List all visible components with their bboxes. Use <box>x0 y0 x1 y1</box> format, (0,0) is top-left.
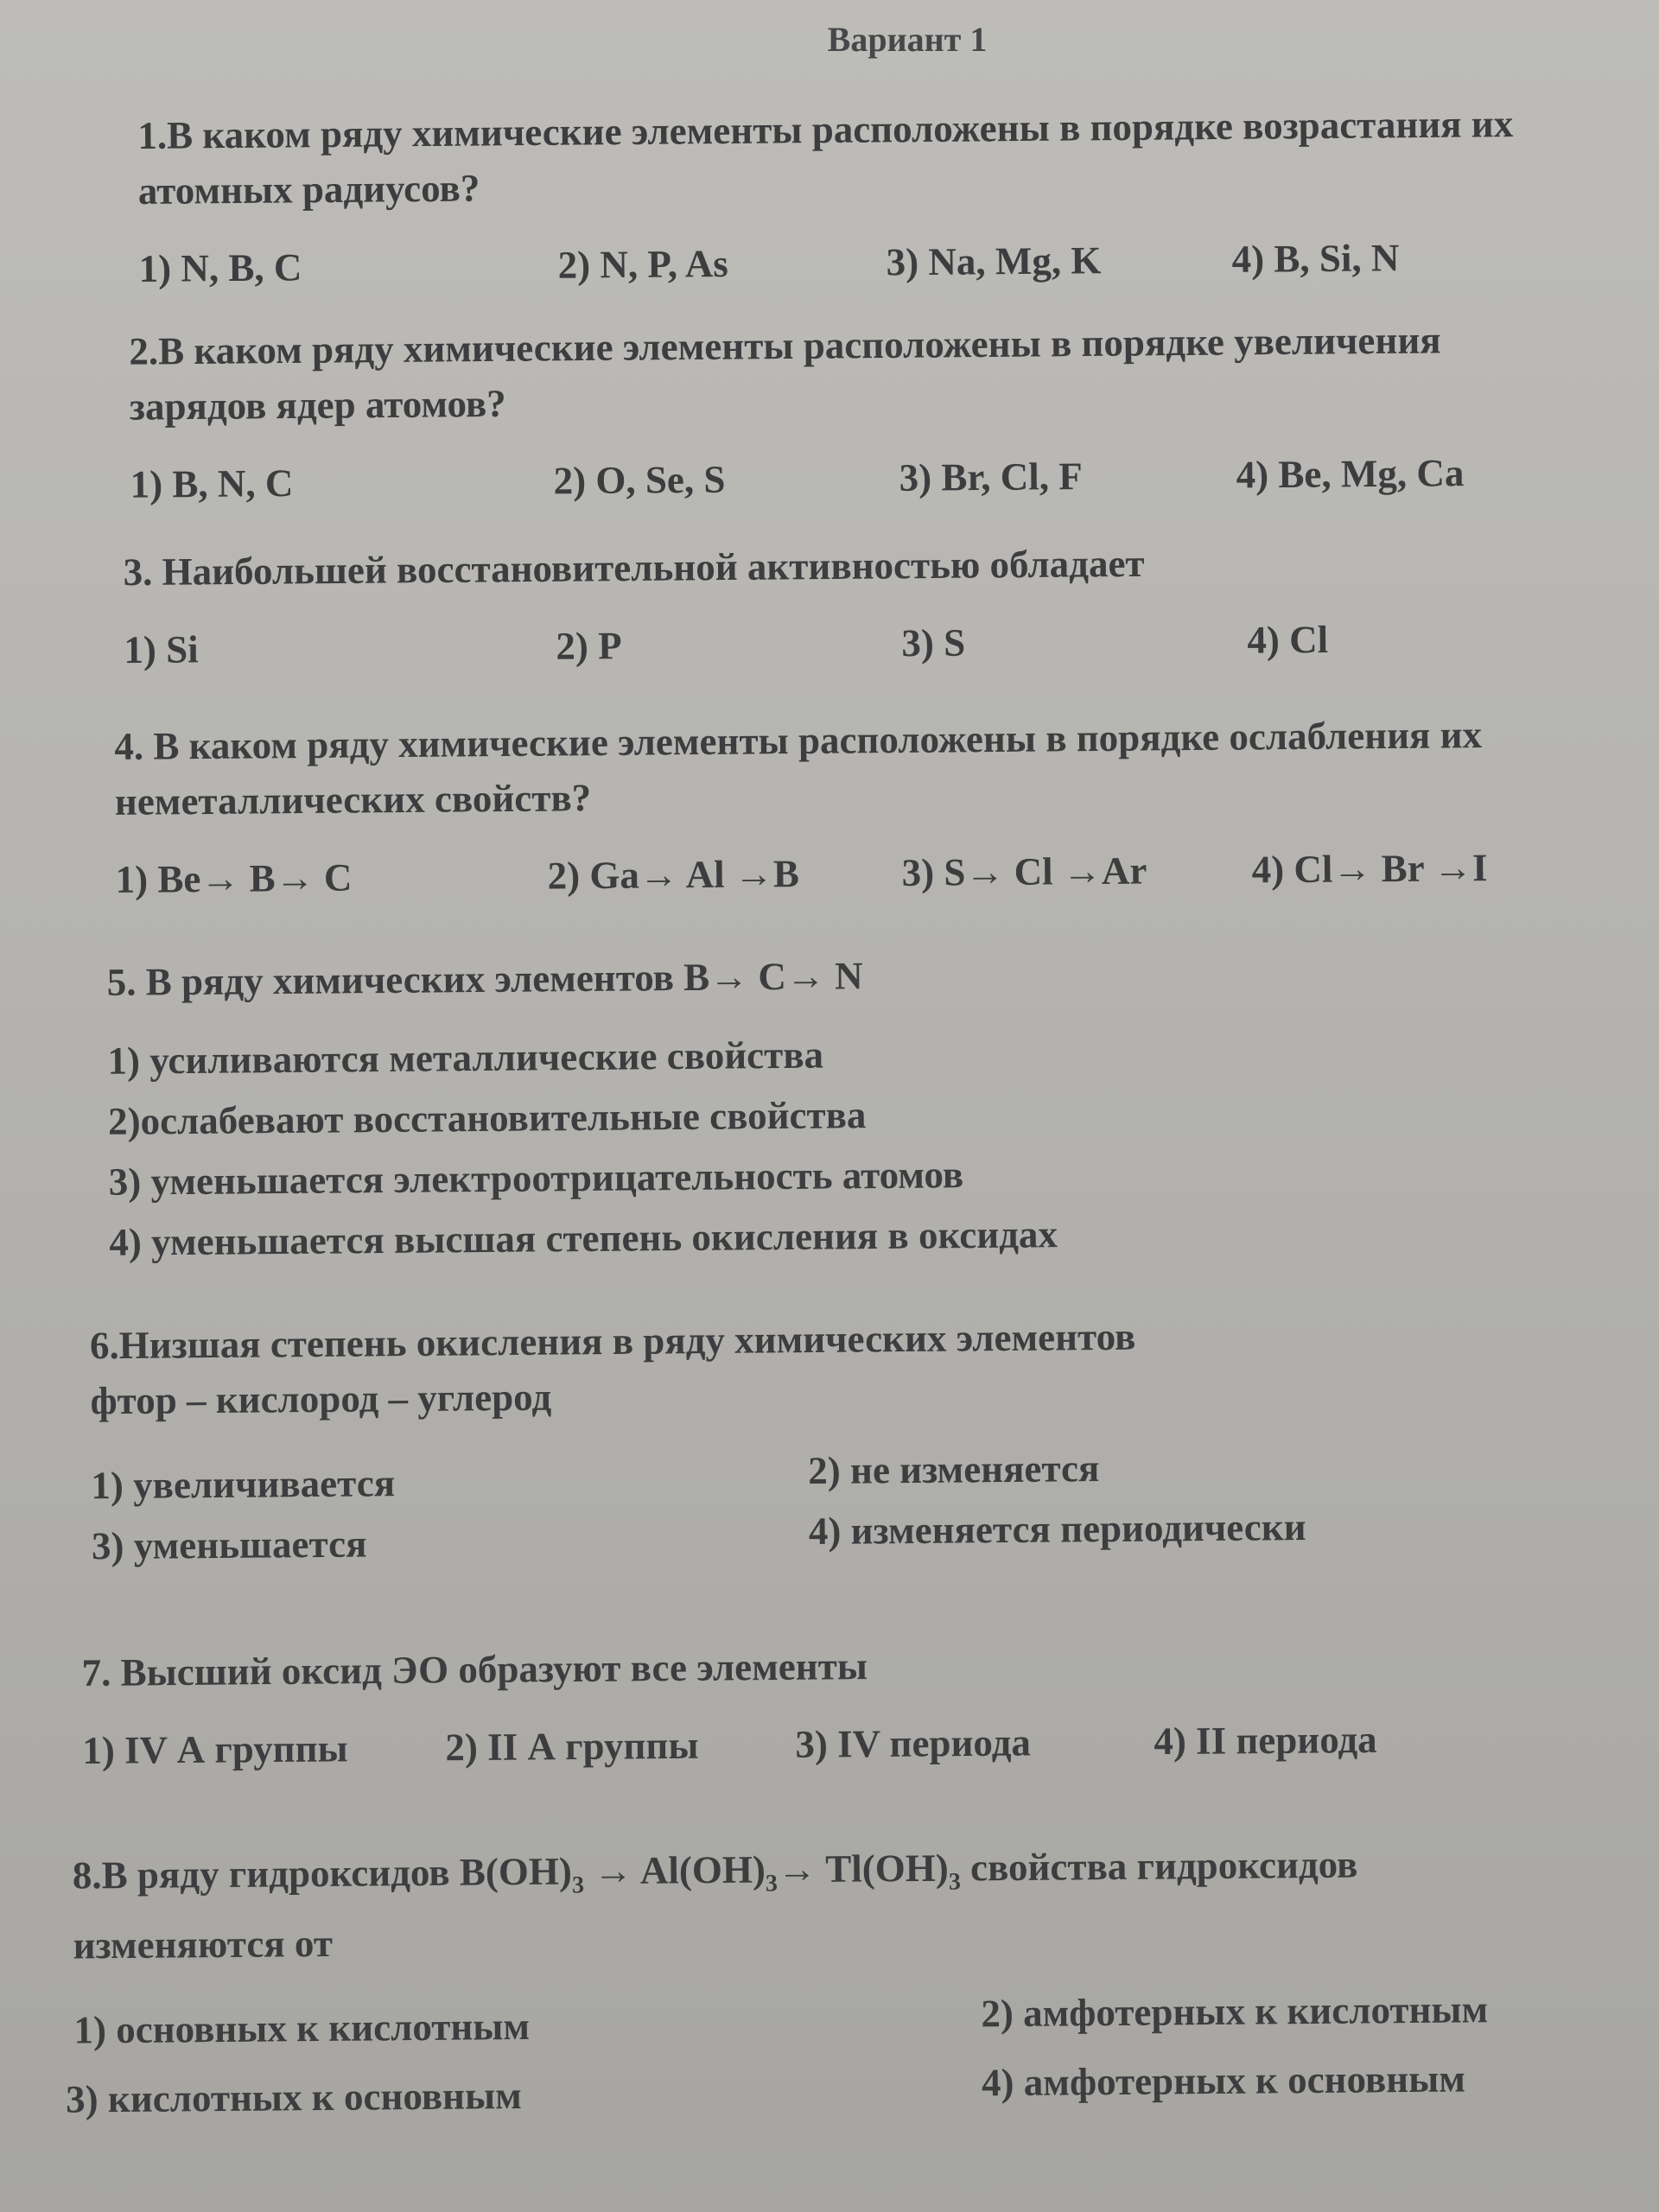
answer-options <box>124 613 1329 683</box>
answer-option: 2) N, P, As <box>557 241 728 287</box>
answer-option: 2) амфотерных к кислотным <box>981 1987 1489 2036</box>
answer-option: 2) P <box>556 624 622 668</box>
question-text: 7. Высший оксид ЭО образуют все элементы <box>81 1644 868 1694</box>
question-text: 2.В каком ряду химические элементы расположены в порядке увеличения <box>129 318 1441 373</box>
answer-option: 1) основных к кислотным <box>73 2004 531 2052</box>
answer-option: 3) Br, Cl, F <box>899 454 1083 499</box>
question-8 <box>65 1837 1489 2124</box>
answer-option: 1) увеличивается <box>91 1461 396 1508</box>
answer-option: 3) уменьшается <box>91 1522 367 1568</box>
answer-option: 2) Ga→ Al →B <box>547 851 800 898</box>
question-text: 8.В ряду гидроксидов $B(OH)_3 \to Al(OH)_3\to Tl(OH)_3$ свойства гидроксидов <box>72 1842 1358 1899</box>
answer-options <box>107 1022 1058 1273</box>
answer-option: 4) изменяется периодически <box>808 1505 1306 1554</box>
question-text: 4. В каком ряду химические элементы расположены в порядке ослабления их <box>114 713 1483 768</box>
answer-option: 4) амфотерных к основным <box>981 2056 1466 2105</box>
answer-option: 4) B, Si, N <box>1231 236 1400 281</box>
answer-option: 1) Be→ B→ C <box>115 855 353 901</box>
answer-option: 2) II А группы <box>445 1723 699 1770</box>
question-text: 5. В ряду химических элементов B→ C→ N <box>106 954 863 1004</box>
answer-option: 1) N, B, C <box>138 245 302 290</box>
question-5 <box>106 946 1058 1273</box>
question-text: изменяются от <box>73 1921 334 1967</box>
answer-option: 3) S <box>901 620 966 665</box>
answer-option: 4) Cl→ Br →I <box>1251 846 1488 892</box>
question-text: 6.Низшая степень окисления в ряду химических элементов <box>89 1314 1136 1368</box>
question-text: зарядов ядер атомов? <box>129 381 506 429</box>
answer-option: 2) не изменяется <box>808 1446 1100 1493</box>
answer-option: 4) уменьшается высшая степень окисления в оксидах <box>109 1212 1058 1264</box>
answer-option: 3) IV периода <box>795 1720 1032 1766</box>
question-7 <box>81 1638 1377 1783</box>
answer-option: 4) Be, Mg, Ca <box>1236 451 1465 497</box>
answer-options <box>65 1983 1489 2124</box>
answer-option: 1) B, N, C <box>130 461 294 506</box>
question-6 <box>89 1309 1306 1580</box>
answer-options <box>138 229 1514 302</box>
answer-option: 3) Na, Mg, K <box>886 238 1102 284</box>
answer-options <box>115 840 1488 912</box>
answer-option: 2) O, Se, S <box>553 457 726 503</box>
answer-option: 1) Si <box>124 627 199 672</box>
answer-options <box>82 1716 1377 1783</box>
answer-options <box>91 1440 1306 1580</box>
question-1 <box>137 96 1515 302</box>
question-text: 1.В каком ряду химические элементы расположены в порядке возрастания их <box>137 102 1514 157</box>
question-text: фтор – кислород – углерод <box>90 1375 552 1423</box>
question-4 <box>114 707 1488 912</box>
question-text: неметаллических свойств? <box>114 776 592 823</box>
answer-option: 3) уменьшается электроотрицательность атомов <box>108 1153 964 1204</box>
question-3 <box>123 536 1329 683</box>
answer-option: 1) усиливаются металлические свойства <box>107 1033 824 1083</box>
question-text: атомных радиусов? <box>137 166 480 213</box>
answer-option: 2)ослабевают восстановительные свойства <box>107 1093 867 1143</box>
question-2 <box>129 312 1465 517</box>
answer-option: 4) II периода <box>1154 1717 1377 1764</box>
answer-option: 4) Cl <box>1247 617 1329 662</box>
answer-option: 1) IV А группы <box>82 1726 348 1772</box>
answer-option: 3) S→ Cl →Ar <box>901 849 1147 894</box>
answer-option: 3) кислотных к основным <box>65 2073 522 2121</box>
question-text: 3. Наибольшей восстановительной активностью обладает <box>123 541 1145 594</box>
page-title: Вариант 1 <box>827 20 988 59</box>
answer-options <box>130 445 1465 517</box>
